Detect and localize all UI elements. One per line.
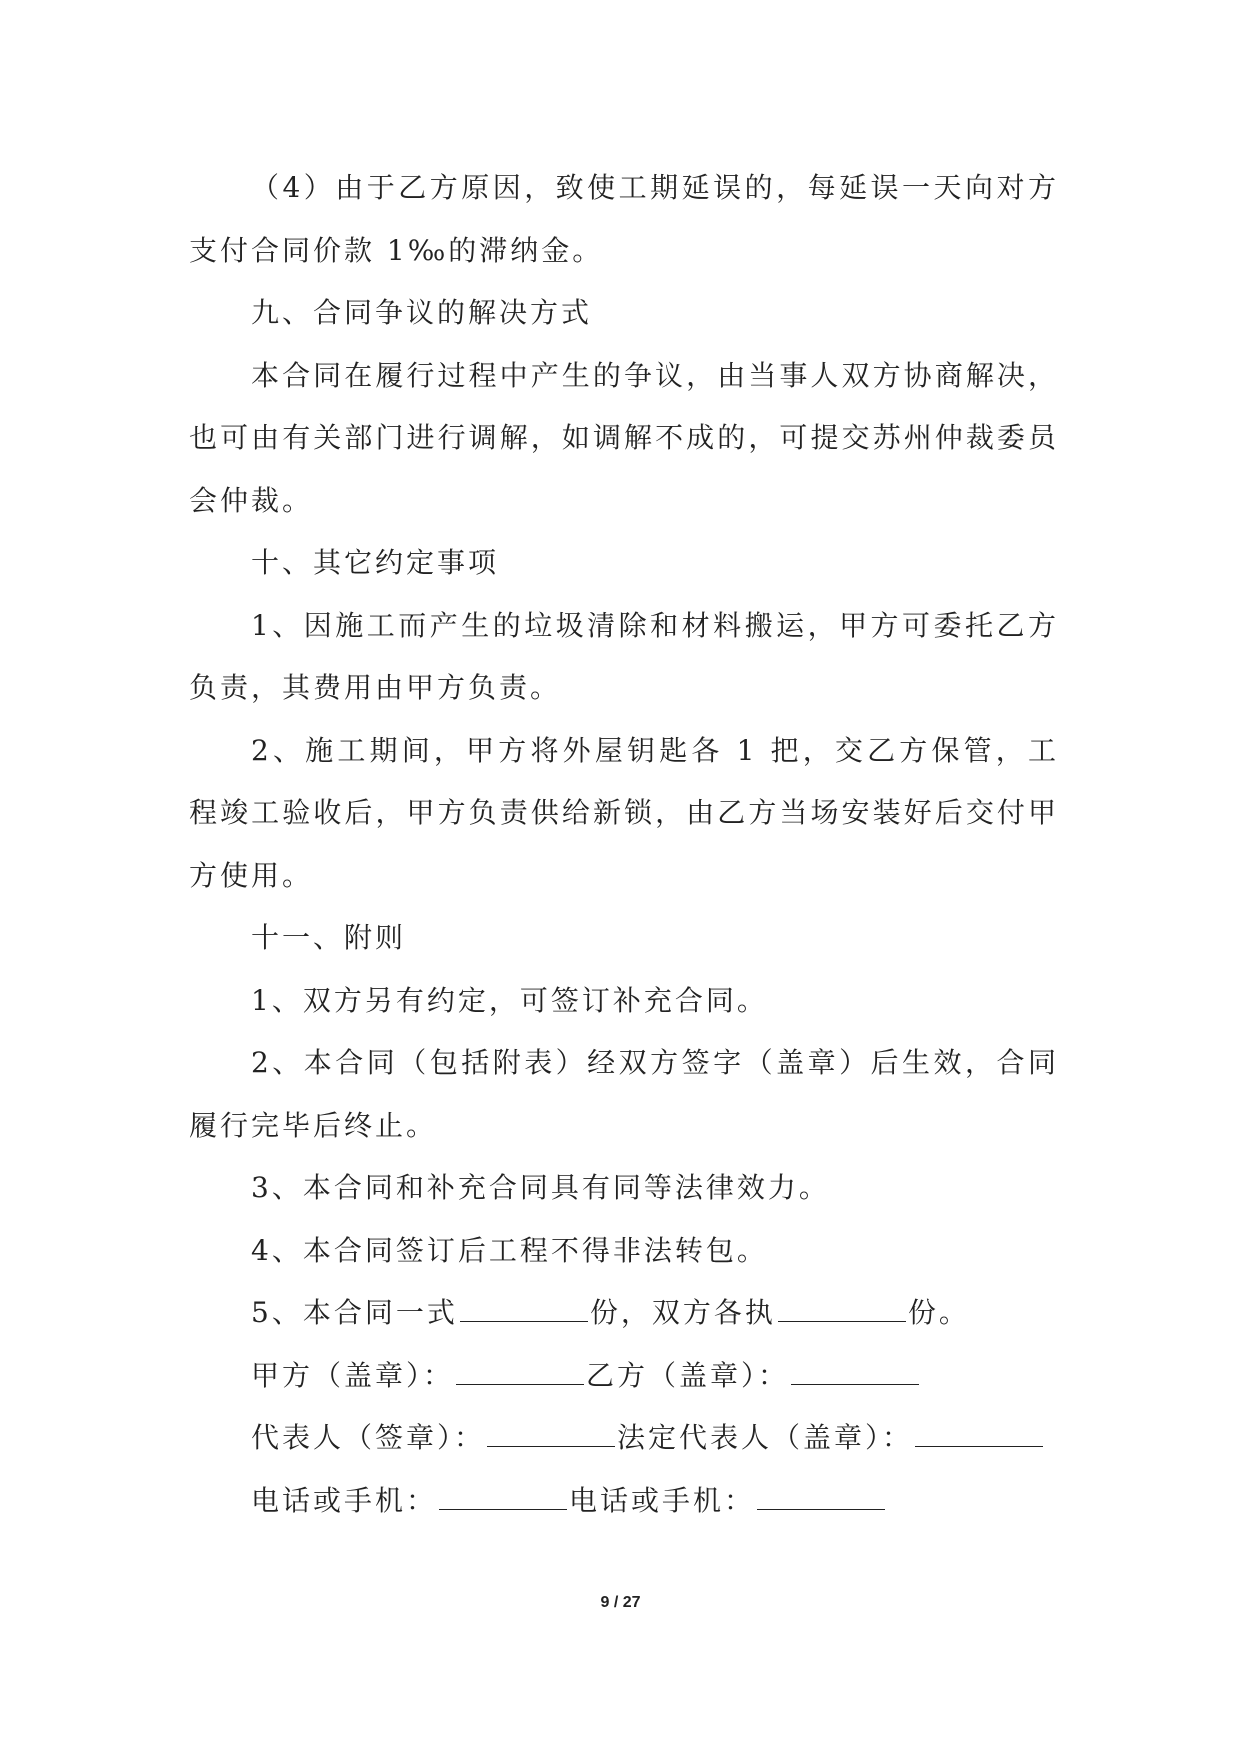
- copies-middle: 份，双方各执: [589, 1296, 776, 1329]
- party-a-seal-label: 甲方（盖章）：: [251, 1358, 455, 1392]
- representative-blank[interactable]: [487, 1418, 615, 1447]
- copies-line: [189, 1282, 1059, 1345]
- paragraph-effective-date: 2、本合同（包括附表）经双方签字（盖章）后生效，合同履行完毕后终止。: [189, 1046, 1059, 1142]
- party-a-phone-blank[interactable]: [439, 1481, 567, 1510]
- paragraph-late-penalty: （4）由于乙方原因，致使工期延误的，每延误一天向对方支付合同价款 1‰的滞纳金。: [189, 171, 1059, 267]
- paragraph-supplementary-contract: 1、双方另有约定，可签订补充合同。: [251, 983, 768, 1017]
- representative-label: 代表人（签章）：: [251, 1421, 486, 1454]
- heading-supplementary-provisions: 十一、附则: [251, 921, 407, 954]
- heading-other-matters: 十、其它约定事项: [251, 546, 500, 579]
- heading-dispute-resolution: 九、合同争议的解决方式: [251, 296, 593, 329]
- paragraph-keys: 2、施工期间，甲方将外屋钥匙各 1 把，交乙方保管，工程竣工验收后，甲方负责供给新锁，由乙方当场安装好后交付甲方使用。: [189, 733, 1059, 892]
- paragraph-waste-removal: 1、因施工而产生的垃圾清除和材料搬运，甲方可委托乙方负责，其费用由甲方负责。: [189, 608, 1059, 704]
- paragraph-no-subcontracting: 4、本合同签订后工程不得非法转包。: [251, 1233, 768, 1267]
- copies-suffix: 份。: [907, 1296, 970, 1329]
- document-body: [189, 157, 1059, 1532]
- party-b-phone-blank[interactable]: [757, 1481, 885, 1510]
- signature-row-phone: [189, 1470, 1059, 1533]
- signature-row-seal: [189, 1345, 1059, 1408]
- page-number: 9 / 27: [600, 1594, 641, 1611]
- copies-prefix: 5、本合同一式: [251, 1296, 458, 1329]
- paragraph-dispute-resolution: 本合同在履行过程中产生的争议，由当事人双方协商解决，也可由有关部门进行调解，如调解不成的，可提交苏州仲裁委员会仲裁。: [189, 358, 1059, 517]
- paragraph-legal-effect: 3、本合同和补充合同具有同等法律效力。: [251, 1171, 830, 1204]
- legal-representative-blank[interactable]: [915, 1418, 1043, 1447]
- signature-row-representative: [189, 1407, 1059, 1470]
- legal-representative-label: 法定代表人（盖章）：: [617, 1421, 914, 1454]
- party-a-phone-label: 电话或手机：: [251, 1483, 438, 1517]
- party-b-seal-blank[interactable]: [791, 1356, 919, 1385]
- party-a-seal-blank[interactable]: [456, 1356, 584, 1385]
- copies-total-blank[interactable]: [460, 1293, 588, 1322]
- party-b-seal-label: 乙方（盖章）：: [586, 1358, 790, 1392]
- party-b-phone-label: 电话或手机：: [569, 1483, 756, 1517]
- copies-each-blank[interactable]: [778, 1293, 906, 1322]
